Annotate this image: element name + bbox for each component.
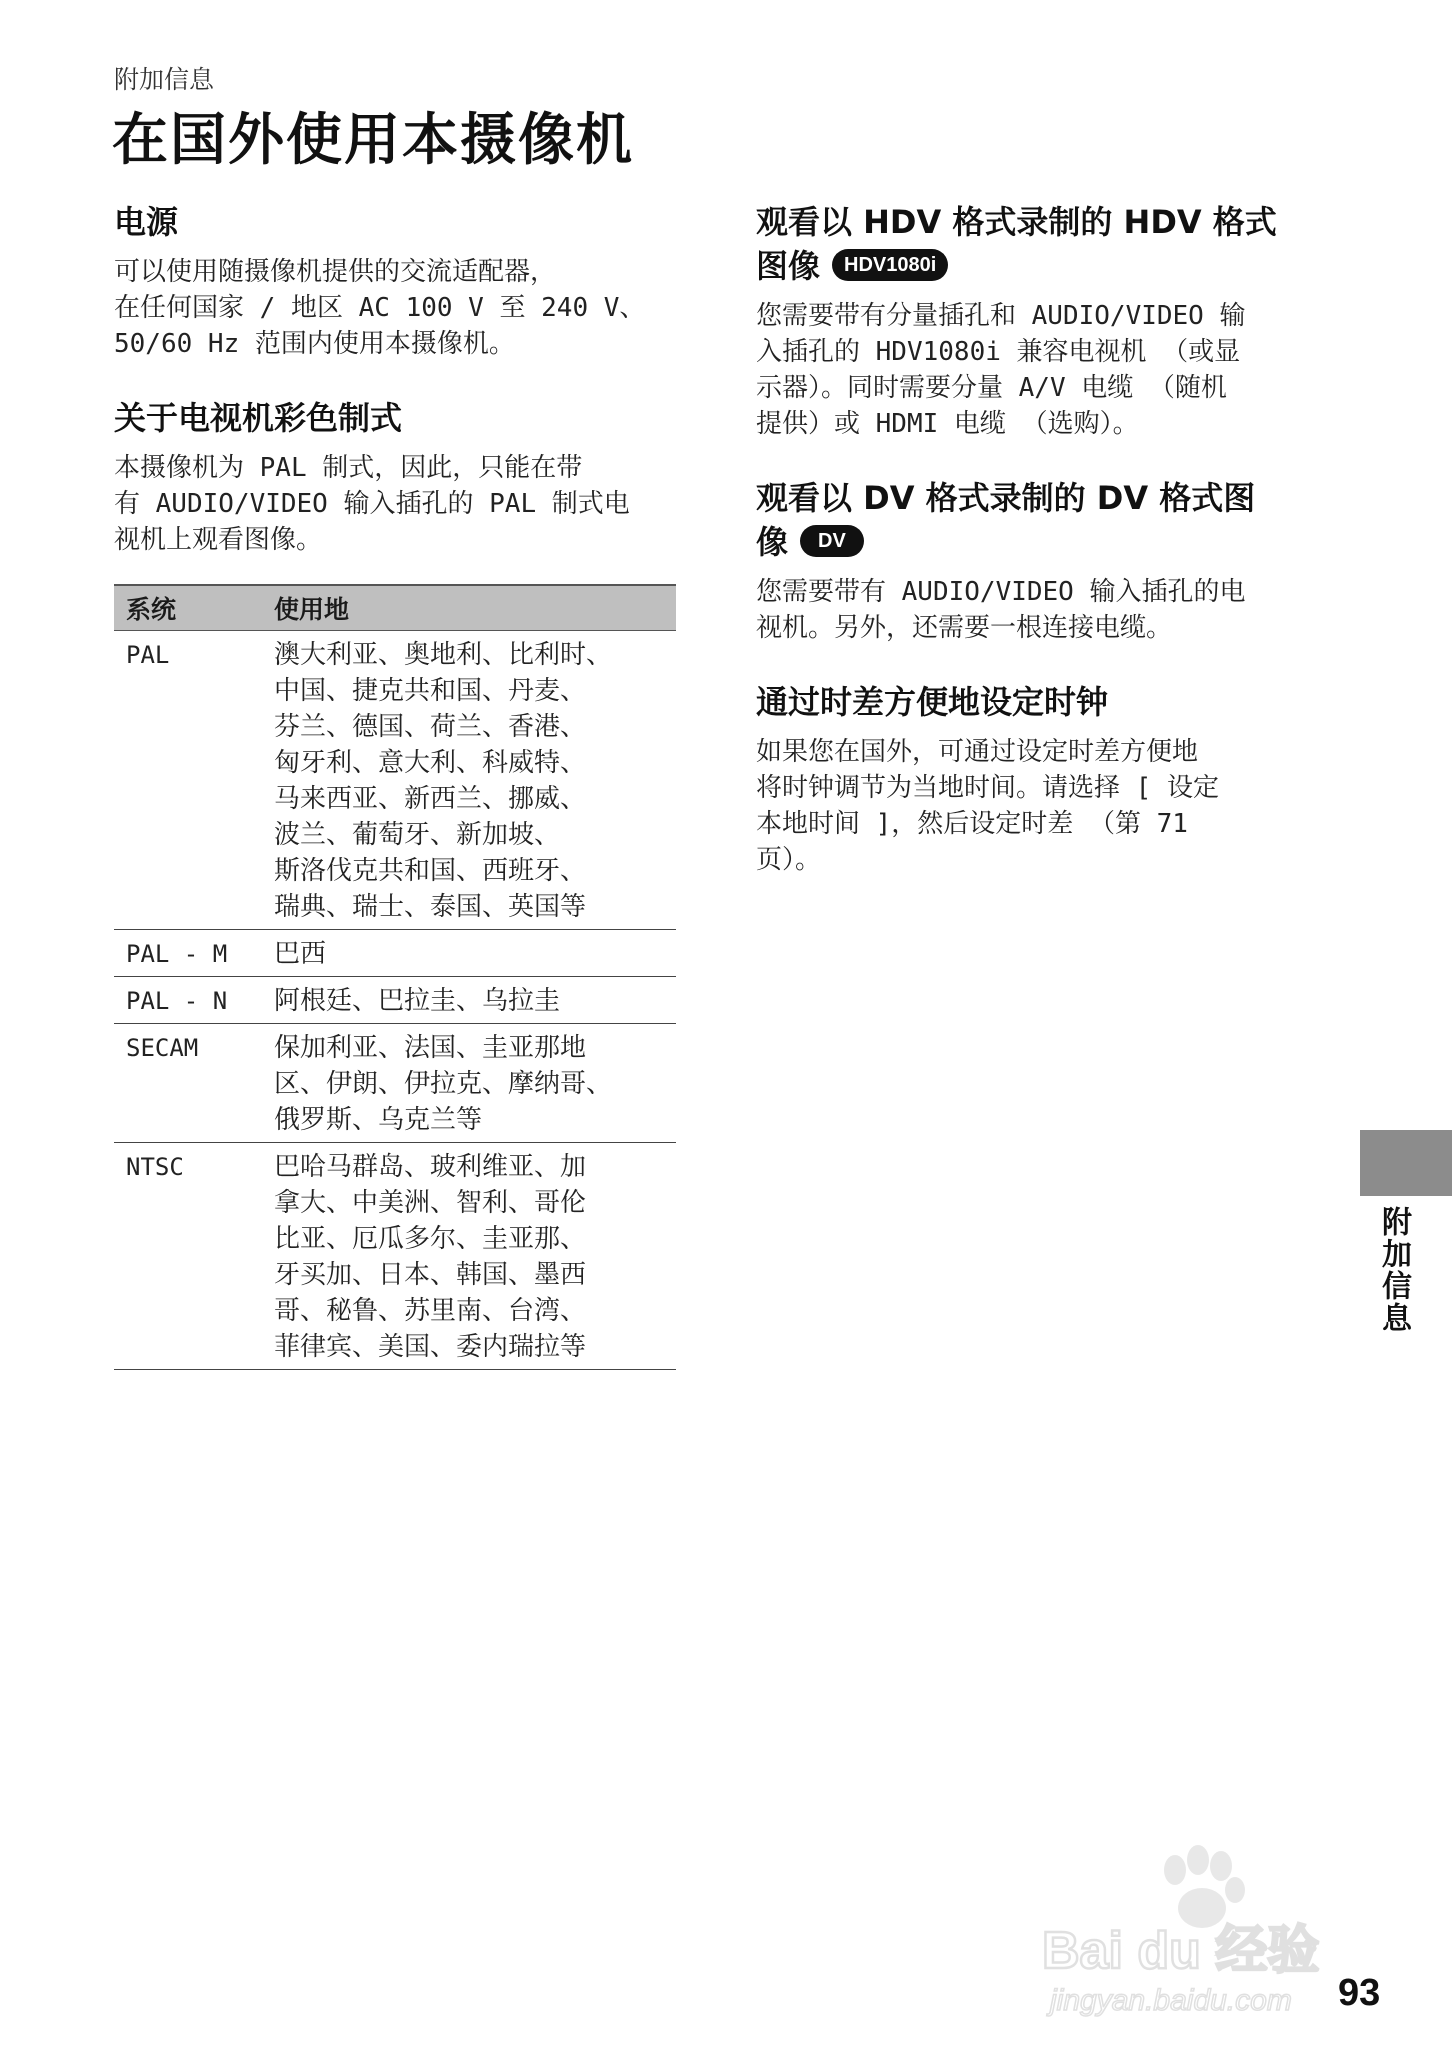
area-line: 瑞典、瑞士、泰国、英国等 [274,892,587,922]
area-line: 哥、秘鲁、苏里南、台湾、 [274,1296,587,1326]
dv-badge-icon: DV [800,525,864,557]
baidu-watermark-icon [1030,1830,1360,2020]
table-row [114,977,676,1024]
area-line: 马来西亚、新西兰、挪威、 [274,784,587,814]
table-row [114,1143,676,1370]
text-line: 如果您在国外，可通过设定时差方便地 [756,737,1199,767]
table-row [114,930,676,977]
area-line: 斯洛伐克共和国、西班牙、 [274,856,587,886]
heading-line: 图像 HDV1080i [756,244,1336,288]
clock-heading: 通过时差方便地设定时钟 [756,683,1109,721]
area-line: 匈牙利、意大利、科威特、 [274,748,587,778]
side-tab-label: 附加信息 [1376,1206,1411,1334]
heading-line: 像 DV [756,520,1336,564]
watermark-brand: Bai du 经验 [1042,1922,1320,1980]
column-header-system: 系统 [114,585,262,631]
hdv-heading [756,200,1336,288]
table-row [114,1024,676,1143]
hdv1080i-badge-icon: HDV1080i [832,249,948,281]
text-line: 50/60 Hz 范围内使用本摄像机。 [114,329,515,359]
dv-heading [756,476,1336,564]
dv-section [756,476,1336,646]
text-line: 视机。另外，还需要一根连接电缆。 [756,613,1173,643]
area-cell [262,930,676,977]
table-row [114,631,676,930]
hdv-section [756,200,1336,442]
area-cell [262,977,676,1024]
left-column [114,200,674,1404]
text-line: 页）。 [756,845,822,875]
text-line: 本地时间 ]，然后设定时差 （第 71 [756,809,1188,839]
area-line: 区、伊朗、伊拉克、摩纳哥、 [274,1069,613,1099]
text-line: 视机上观看图像。 [114,525,323,555]
page-title: 在国外使用本摄像机 [112,108,634,173]
table-header-row [114,585,676,631]
area-cell [262,631,676,930]
text-line: 入插孔的 HDV1080i 兼容电视机 （或显 [756,337,1241,367]
text-line: 本摄像机为 PAL 制式，因此，只能在带 [114,453,583,483]
text-line: 将时钟调节为当地时间。请选择 [ 设定 [756,773,1219,803]
area-cell [262,1143,676,1370]
hdv-text [756,298,1336,442]
section-label: 附加信息 [114,65,215,94]
tv-system-section [114,396,674,1370]
area-line: 比亚、厄瓜多尔、圭亚那、 [274,1224,587,1254]
tv-system-table [114,584,676,1370]
system-cell: PAL - M [114,930,262,977]
side-tab [1360,1130,1452,1196]
text-line: 示器）。同时需要分量 A/V 电缆 （随机 [756,373,1227,403]
text-line: 您需要带有 AUDIO/VIDEO 输入插孔的电 [756,577,1246,607]
system-cell: SECAM [114,1024,262,1143]
power-text [114,254,674,362]
text-line: 提供）或 HDMI 电缆 （选购）。 [756,409,1139,439]
tv-system-heading: 关于电视机彩色制式 [114,399,403,437]
table-body [114,631,676,1370]
area-line: 中国、捷克共和国、丹麦、 [274,676,587,706]
text-line: 有 AUDIO/VIDEO 输入插孔的 PAL 制式电 [114,489,630,519]
text-line: 可以使用随摄像机提供的交流适配器， [114,257,557,287]
area-line: 俄罗斯、乌克兰等 [274,1105,483,1135]
clock-text [756,734,1336,878]
area-line: 芬兰、德国、荷兰、香港、 [274,712,587,742]
area-line: 牙买加、日本、韩国、墨西 [274,1260,587,1290]
power-section [114,200,674,362]
power-heading: 电源 [114,203,179,241]
watermark-url: jingyan.baidu.com [1050,1984,1292,2017]
system-cell: PAL [114,631,262,930]
tv-system-text [114,450,674,558]
column-header-area: 使用地 [262,585,676,631]
right-column [756,200,1336,912]
area-line: 巴哈马群岛、玻利维亚、加 [274,1152,587,1182]
area-line: 保加利亚、法国、圭亚那地 [274,1033,587,1063]
heading-line: 观看以 DV 格式录制的 DV 格式图 [756,479,1256,517]
text-line: 您需要带有分量插孔和 AUDIO/VIDEO 输 [756,301,1246,331]
area-cell [262,1024,676,1143]
system-cell: NTSC [114,1143,262,1370]
area-line: 拿大、中美洲、智利、哥伦 [274,1188,587,1218]
area-line: 菲律宾、美国、委内瑞拉等 [274,1332,587,1362]
area-line: 澳大利亚、奥地利、比利时、 [274,640,613,670]
area-line: 阿根廷、巴拉圭、乌拉圭 [274,986,561,1016]
dv-text [756,574,1336,646]
area-line: 巴西 [274,939,327,969]
text-line: 在任何国家 / 地区 AC 100 V 至 240 V、 [114,293,646,323]
area-line: 波兰、葡萄牙、新加坡、 [274,820,561,850]
system-cell: PAL - N [114,977,262,1024]
heading-line: 观看以 HDV 格式录制的 HDV 格式 [756,203,1277,241]
page-number: 93 [1338,1972,1381,2014]
clock-section [756,680,1336,878]
